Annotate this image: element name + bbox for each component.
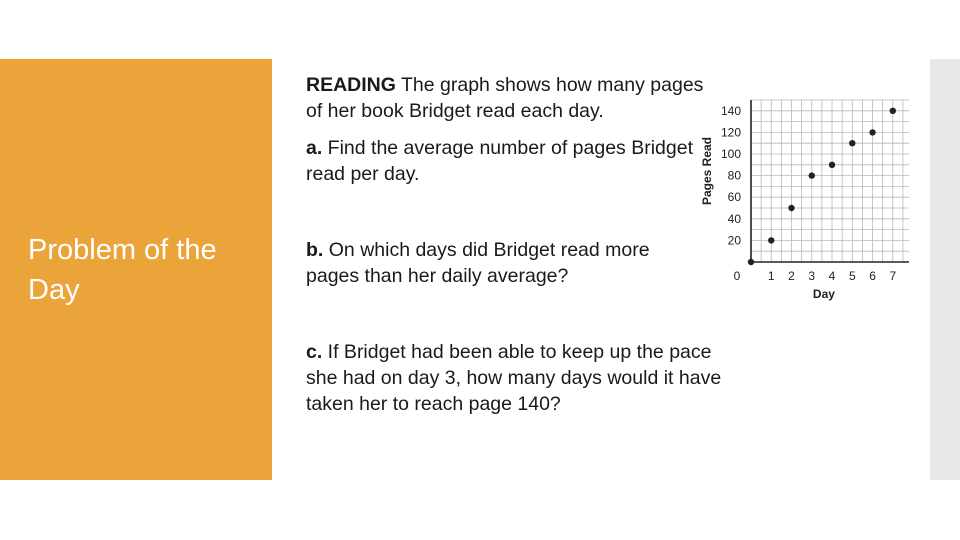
question-c-text: If Bridget had been able to keep up the pace she had on day 3, how many days would it have taken her to reach page 140? [306, 341, 722, 415]
question-b-lead: b. [306, 239, 324, 261]
question-b [306, 237, 706, 289]
x-tick-label: 7 [889, 269, 897, 283]
y-tick-label: 80 [727, 168, 741, 183]
x-tick-label: 0 [733, 269, 741, 283]
y-tick-label: 120 [720, 125, 741, 140]
data-point [788, 205, 794, 211]
pages-read-chart [696, 92, 920, 308]
x-tick-label: 1 [767, 269, 775, 283]
data-point [768, 237, 774, 243]
data-point [890, 108, 896, 114]
origin-point [748, 259, 754, 265]
question-a-lead: a. [306, 137, 323, 159]
y-axis-title: Pages Read [700, 136, 714, 206]
slide-title: Problem of the Day [28, 234, 217, 306]
question-b-text: On which days did Bridget read more pages than her daily average? [306, 239, 650, 287]
intro-lead: READING [306, 74, 396, 96]
x-tick-label: 2 [788, 269, 795, 283]
right-strip [930, 59, 960, 480]
data-point [809, 172, 815, 178]
x-axis-title: Day [812, 287, 835, 301]
question-a-text: Find the average number of pages Bridget read per day. [306, 137, 693, 185]
y-tick-label: 40 [727, 211, 741, 226]
y-tick-label: 140 [720, 103, 741, 118]
x-tick-label: 5 [848, 269, 856, 283]
data-point [869, 129, 875, 135]
question-c-lead: c. [306, 341, 323, 363]
problem-intro [306, 72, 711, 124]
question-c [306, 339, 736, 417]
intro-text: The graph shows how many pages of her book Bridget read each day. [306, 74, 704, 122]
y-tick-label: 60 [727, 190, 741, 205]
data-point [849, 140, 855, 146]
x-tick-label: 3 [808, 269, 816, 283]
x-tick-label: 6 [869, 269, 876, 283]
y-tick-label: 20 [727, 233, 741, 248]
data-point [829, 162, 835, 168]
x-tick-label: 4 [828, 269, 836, 283]
question-a [306, 135, 701, 187]
y-tick-label: 100 [720, 147, 741, 161]
